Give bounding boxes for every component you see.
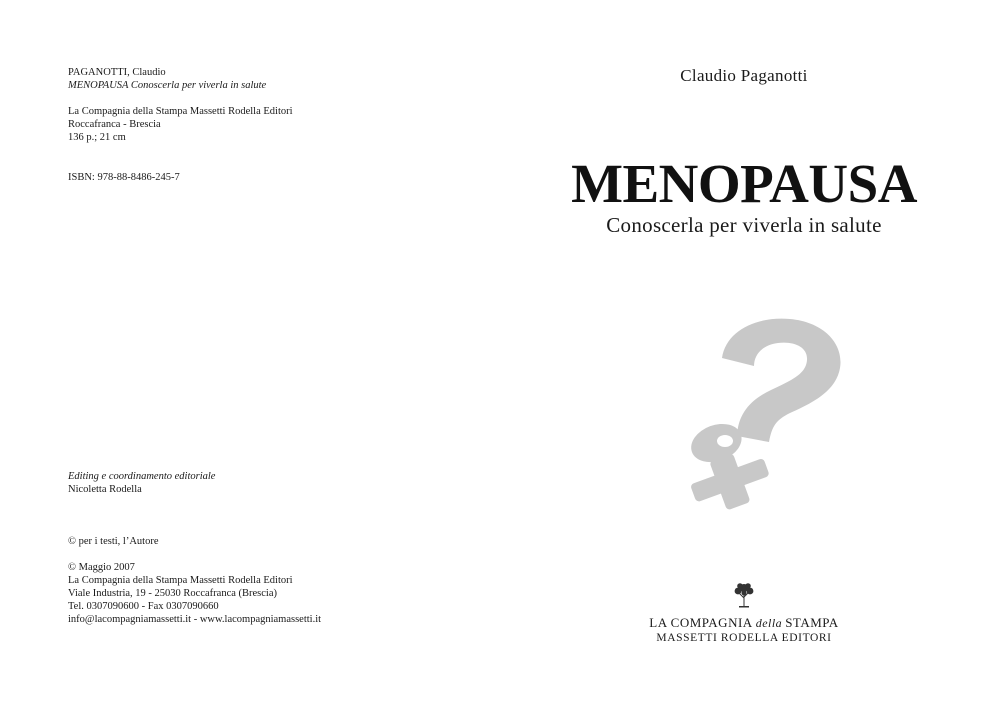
catalog-publisher: La Compagnia della Stampa Massetti Rodella Editori [68, 106, 293, 117]
emblem-shapes [674, 319, 841, 510]
logo-line-2: MASSETTI RODELLA EDITORI [656, 632, 832, 644]
catalog-record [68, 66, 293, 144]
editing-credits [68, 470, 215, 496]
book-title: MENOPAUSA [571, 153, 917, 214]
book-author: Claudio Paganotti [680, 66, 808, 85]
copyright-address: Viale Industria, 19 - 25030 Roccafranca (Brescia) [68, 588, 277, 599]
catalog-title: MENOPAUSA Conoscerla per viverla in salute [68, 80, 267, 91]
book-subtitle: Conoscerla per viverla in salute [606, 213, 882, 237]
copyright-contacts: info@lacompagniamassetti.it - www.lacompagniamassetti.it [68, 614, 322, 625]
logo-stampa: STAMPA [785, 615, 839, 630]
catalog-pages: 136 p.; 21 cm [68, 132, 126, 143]
logo-compagnia: LA COMPAGNIA [649, 615, 753, 630]
right-page [496, 0, 992, 717]
copyright-texts: © per i testi, l’Autore [68, 536, 159, 547]
isbn-text: ISBN: 978-88-8486-245-7 [68, 172, 180, 183]
copyright-date: © Maggio 2007 [68, 562, 135, 573]
copyright-block [68, 535, 321, 626]
publisher-logo [496, 582, 992, 644]
catalog-place: Roccafranca - Brescia [68, 119, 161, 130]
copyright-publisher: La Compagnia della Stampa Massetti Rodella Editori [68, 575, 293, 586]
isbn-block [68, 171, 180, 184]
editing-name: Nicoletta Rodella [68, 484, 142, 495]
catalog-author: PAGANOTTI, Claudio [68, 67, 166, 78]
copyright-phone: Tel. 0307090600 - Fax 0307090660 [68, 601, 219, 612]
editing-label: Editing e coordinamento editoriale [68, 471, 216, 482]
logo-della: della [755, 616, 783, 630]
logo-line-1 [496, 615, 992, 631]
tree-icon [731, 582, 757, 608]
question-mark-venus-icon [626, 310, 856, 515]
